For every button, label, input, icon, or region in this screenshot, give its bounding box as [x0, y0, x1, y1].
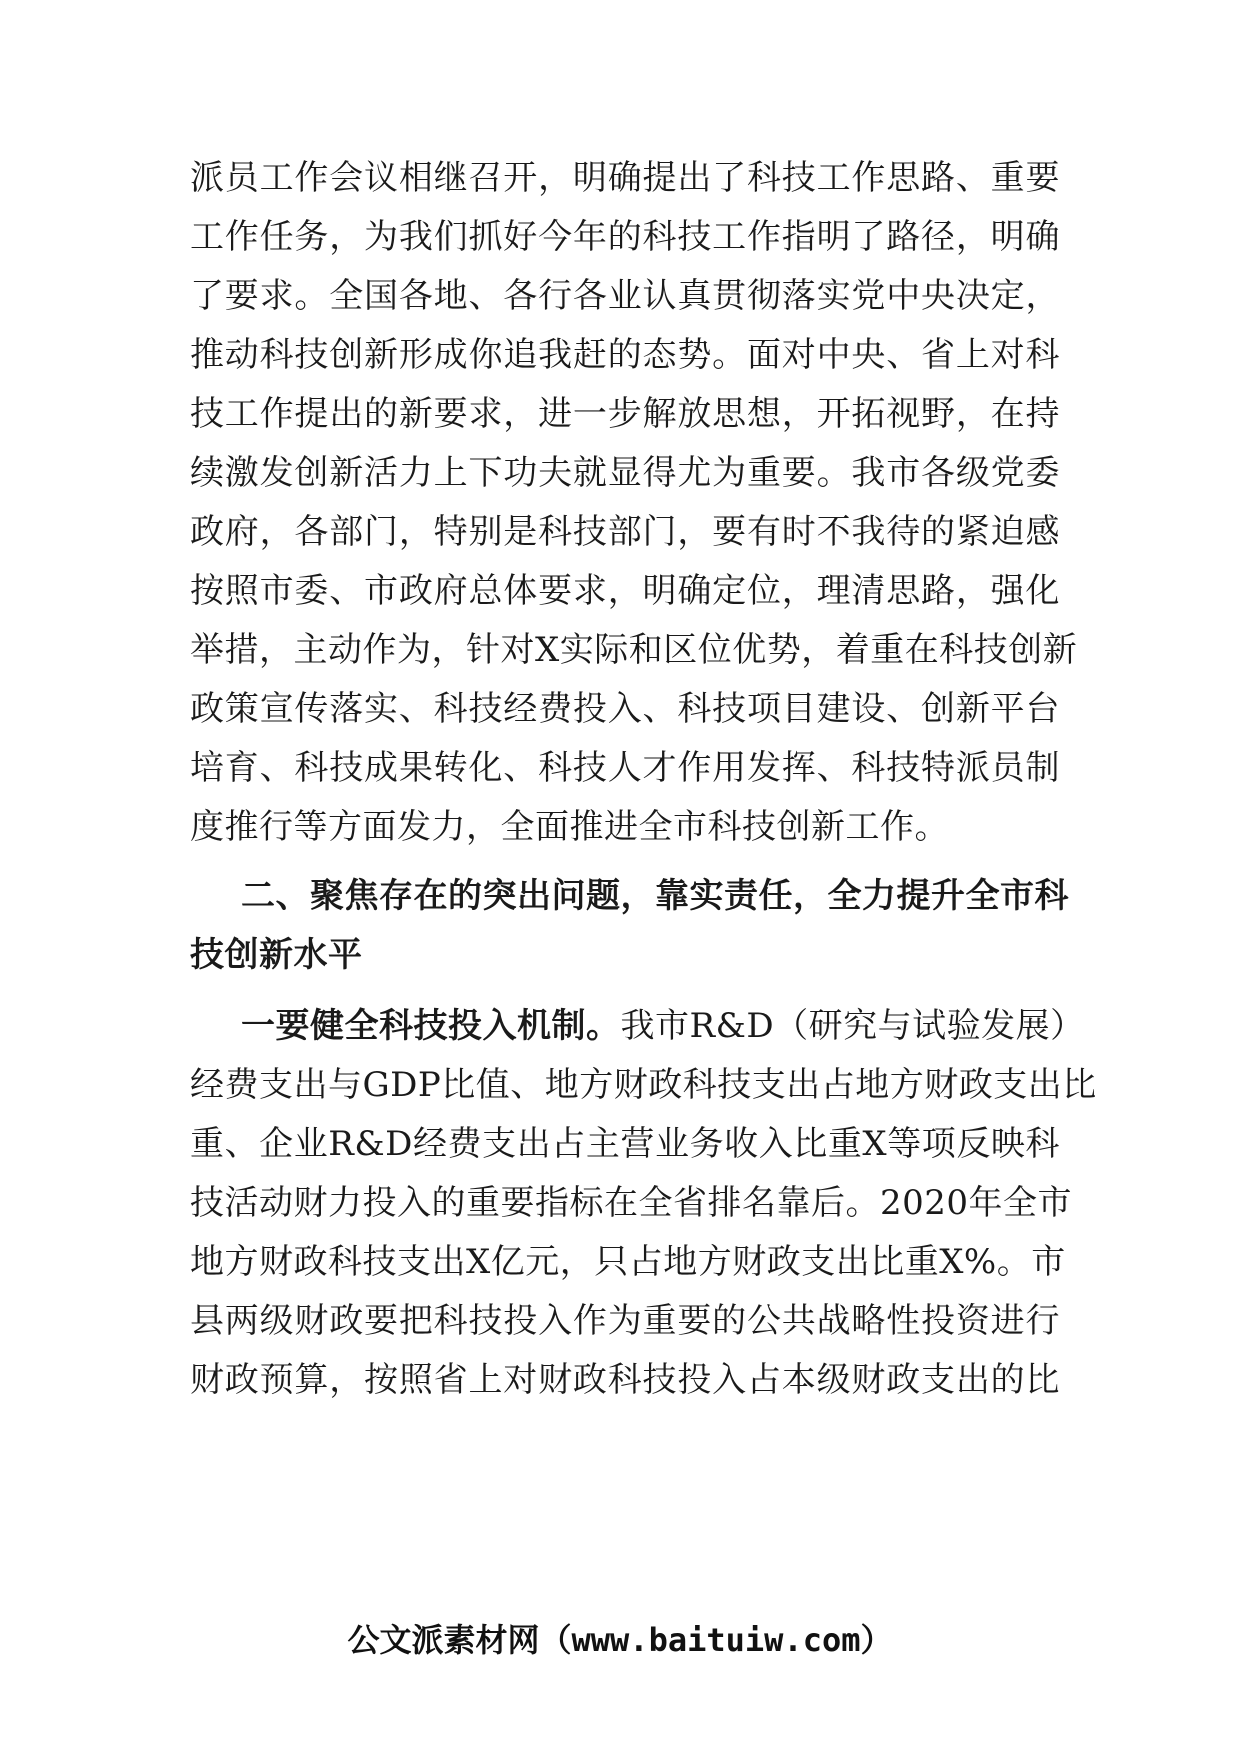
- paragraph-line: 技工作提出的新要求，进一步解放思想，开拓视野，在持: [190, 394, 1060, 434]
- paragraph-line: 政策宣传落实、科技经费投入、科技项目建设、创新平台: [190, 689, 1060, 729]
- paragraph-line: 地方财政科技支出X亿元，只占地方财政支出比重X%。市: [190, 1242, 1066, 1282]
- paragraph-line: 培育、科技成果转化、科技人才作用发挥、科技特派员制: [190, 748, 1060, 788]
- paragraph-line: 了要求。全国各地、各行各业认真贯彻落实党中央决定，: [190, 276, 1060, 316]
- paragraph-line: 推动科技创新形成你追我赶的态势。面对中央、省上对科: [190, 335, 1060, 375]
- paragraph-line: 工作任务，为我们抓好今年的科技工作指明了路径，明确: [190, 217, 1060, 257]
- section-heading-line: 技创新水平: [190, 935, 363, 975]
- footer-source: 公文派素材网（www.baituiw.com）: [347, 1621, 893, 1659]
- paragraph-line: 重、企业R&D经费支出占主营业务收入比重X等项反映科: [190, 1124, 1060, 1164]
- paragraph-line: 技活动财力投入的重要指标在全省排名靠后。2020年全市: [190, 1183, 1073, 1223]
- paragraph-line: 财政预算，按照省上对财政科技投入占本级财政支出的比: [190, 1360, 1060, 1400]
- section-heading-line: 二、聚焦存在的突出问题，靠实责任，全力提升全市科: [241, 876, 1069, 916]
- paragraph-line: 度推行等方面发力，全面推进全市科技创新工作。: [190, 807, 949, 847]
- paragraph-line: 派员工作会议相继召开，明确提出了科技工作思路、重要: [190, 158, 1060, 198]
- paragraph-first-line: [241, 1006, 1085, 1046]
- paragraph-line: 续激发创新活力上下功夫就显得尤为重要。我市各级党委: [190, 453, 1060, 493]
- paragraph-line: 举措，主动作为，针对X实际和区位优势，着重在科技创新: [190, 630, 1078, 670]
- paragraph-line: 县两级财政要把科技投入作为重要的公共战略性投资进行: [190, 1301, 1060, 1341]
- paragraph-lead: 一要健全科技投入机制。: [241, 1006, 621, 1046]
- paragraph-line: 经费支出与GDP比值、地方财政科技支出占地方财政支出比: [190, 1065, 1097, 1105]
- paragraph-lead-rest: 我市R&D（研究与试验发展）: [620, 1006, 1085, 1046]
- paragraph-line: 按照市委、市政府总体要求，明确定位，理清思路，强化: [190, 571, 1060, 611]
- paragraph-line: 政府，各部门，特别是科技部门，要有时不我待的紧迫感: [190, 512, 1060, 552]
